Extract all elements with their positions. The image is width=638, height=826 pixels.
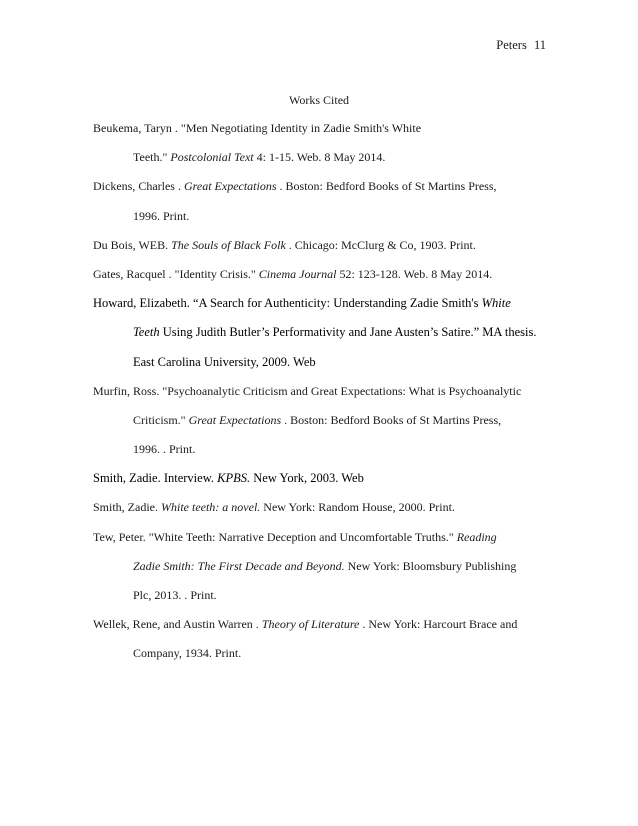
citation-text: Murfin, Ross. "Psychoanalytic Criticism and Great Expectations: What is Psychoanalytic — [93, 383, 522, 398]
citation-text: Tew, Peter. "White Teeth: Narrative Deception and Uncomfortable Truths." — [93, 529, 457, 544]
citation-line — [93, 412, 563, 441]
citation-text: Teeth — [133, 325, 160, 340]
citation-text: White teeth: a novel. — [161, 500, 261, 515]
citation-line — [93, 354, 563, 383]
citation-line — [93, 295, 563, 324]
citation-list — [93, 120, 563, 675]
citation-text: Great Expectations — [188, 412, 282, 427]
page-number: 11 — [533, 38, 546, 52]
citation-text: Wellek, Rene, and Austin Warren . — [93, 617, 262, 632]
citation-text: . Boston: Bedford Books of St Martins Press, — [281, 412, 502, 427]
citation-text: . Boston: Bedford Books of St Martins Press, — [276, 179, 497, 194]
citation-text: New York: Random House, 2000. Print. — [260, 500, 455, 515]
citation-text: The Souls of Black Folk — [171, 237, 286, 252]
citation-text: New York, 2003. Web — [250, 471, 364, 486]
citation-text: 1996. Print. — [133, 208, 190, 223]
citation-entry — [93, 383, 563, 471]
citation-text: Plc, 2013. . Print. — [133, 588, 217, 602]
citation-text: New York: Bloomsbury Publishing — [344, 558, 517, 573]
citation-entry — [93, 178, 563, 236]
citation-text: Howard, Elizabeth. “A Search for Authenticity: Understanding Zadie Smith's — [93, 296, 482, 311]
citation-text: KPBS. — [217, 471, 251, 486]
citation-line — [93, 383, 563, 412]
citation-text: Using Judith Butler’s Performativity and Jane Austen’s Satire.” MA thesis. — [159, 325, 537, 340]
citation-line — [93, 558, 563, 587]
citation-text: Company, 1934. Print. — [133, 646, 242, 661]
citation-entry — [93, 120, 563, 178]
citation-text: Du Bois, WEB. — [93, 237, 172, 252]
citation-line — [93, 237, 563, 266]
header-author: Peters — [496, 38, 527, 52]
citation-text: Beukema, Taryn . "Men Negotiating Identity in Zadie Smith's White — [93, 121, 422, 135]
citation-line — [93, 470, 563, 499]
citation-text: 4: 1-15. Web. 8 May 2014. — [253, 150, 386, 165]
citation-line — [93, 266, 563, 295]
citation-line — [93, 616, 563, 645]
citation-entry — [93, 529, 563, 617]
citation-text: Great Expectations — [183, 179, 277, 194]
citation-text: East Carolina University, 2009. Web — [133, 354, 316, 369]
citation-line — [93, 178, 563, 207]
citation-text: Cinema Journal — [258, 266, 337, 281]
citation-entry — [93, 616, 563, 674]
works-cited-title: Works Cited — [288, 93, 350, 107]
citation-line — [93, 529, 563, 558]
citation-text: Reading — [456, 529, 497, 544]
citation-text: 52: 123-128. Web. 8 May 2014. — [336, 266, 493, 281]
citation-text: Gates, Racquel . "Identity Crisis." — [93, 266, 259, 281]
citation-line — [93, 645, 563, 674]
citation-entry — [93, 266, 563, 295]
citation-line — [93, 208, 563, 237]
citation-text: Postcolonial Text — [170, 150, 254, 165]
citation-text: . Chicago: McClurg & Co, 1903. Print. — [285, 237, 476, 252]
citation-text: Dickens, Charles . — [93, 179, 184, 194]
citation-text: Teeth." — [133, 150, 171, 165]
citation-entry — [93, 295, 563, 383]
citation-text: White — [481, 296, 511, 311]
citation-text: Criticism." — [133, 412, 189, 427]
citation-text: Smith, Zadie. — [93, 500, 161, 515]
citation-text: Smith, Zadie. Interview. — [93, 471, 218, 486]
citation-text: . New York: Harcourt Brace and — [359, 617, 518, 632]
citation-line — [93, 149, 563, 178]
citation-entry — [93, 237, 563, 266]
citation-line — [93, 324, 563, 353]
page-header — [496, 38, 546, 53]
citation-text: 1996. . Print. — [133, 442, 196, 457]
citation-line — [93, 441, 563, 470]
citation-entry — [93, 499, 563, 528]
citation-line — [93, 120, 563, 149]
citation-line — [93, 587, 563, 616]
citation-entry — [93, 470, 563, 499]
citation-text: Zadie Smith: The First Decade and Beyond. — [133, 558, 345, 573]
citation-text: Theory of Literature — [261, 617, 360, 632]
citation-line — [93, 499, 563, 528]
